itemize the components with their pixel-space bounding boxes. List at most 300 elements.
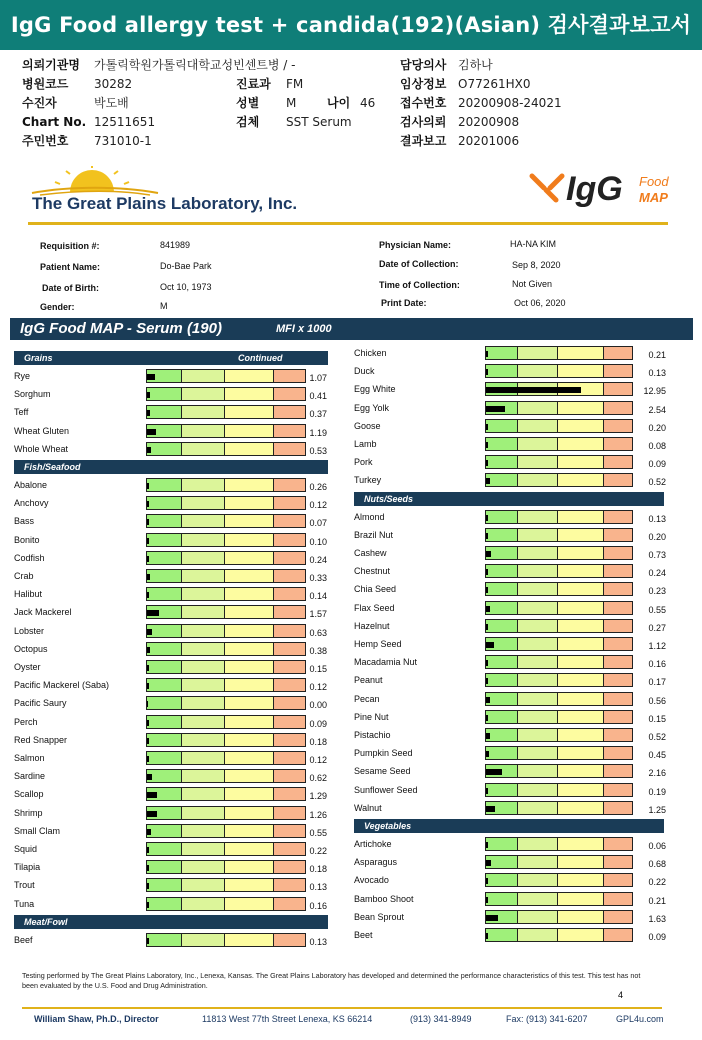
food-name: Artichoke (354, 839, 392, 849)
bar-zone (486, 420, 518, 432)
result-fill (147, 410, 150, 416)
food-value: 1.12 (648, 641, 666, 651)
sex-label: 성별 (236, 96, 260, 110)
bar-zone (518, 929, 558, 941)
food-name: Chicken (354, 348, 387, 358)
bar-zone (225, 370, 274, 382)
bar-zone (558, 620, 603, 632)
receipt-value: 20200908-24021 (458, 96, 562, 110)
food-name: Octopus (14, 643, 48, 654)
result-fill (486, 769, 502, 775)
bar-zone (182, 370, 225, 382)
department-row (236, 75, 376, 93)
food-row-egg-white (354, 382, 702, 400)
bar-zone (182, 934, 225, 946)
bar-zone (147, 934, 182, 946)
doctor-row (400, 56, 600, 74)
bar-zone (225, 388, 274, 400)
bar-zone (225, 861, 274, 873)
bar-zone (182, 898, 225, 910)
result-fill (147, 883, 149, 889)
web-text: GPL4u.com (616, 1014, 664, 1024)
specimen-label: 검체 (236, 115, 260, 129)
result-bar (485, 655, 633, 669)
food-name: Pork (354, 457, 373, 468)
result-bar (146, 369, 306, 383)
food-row-sesame-seed (354, 764, 702, 782)
bar-zone (225, 497, 274, 509)
bar-zone (486, 784, 518, 796)
food-name: Turkey (354, 475, 382, 486)
bar-zone (486, 874, 518, 886)
food-row-turkey (354, 473, 702, 491)
food-value: 0.56 (648, 695, 666, 706)
food-row-brazil-nut (354, 528, 702, 546)
director-name: William Shaw, Ph.D., Director (34, 1014, 159, 1024)
result-bar (146, 806, 306, 820)
bar-zone (147, 552, 182, 564)
bar-zone (558, 747, 603, 759)
food-row-crab (14, 569, 369, 587)
food-row-lamb (354, 437, 702, 455)
food-name: Goose (354, 420, 381, 431)
food-row-teff (14, 405, 369, 423)
food-row-trout (14, 878, 369, 896)
bar-zone (486, 347, 518, 359)
bar-zone (518, 729, 558, 741)
food-row-tuna (14, 897, 369, 915)
bar-zone (486, 565, 518, 577)
order-info (0, 50, 702, 160)
result-bar (485, 364, 633, 378)
food-value: 0.53 (309, 445, 327, 456)
result-bar (146, 696, 306, 710)
result-bar (485, 619, 633, 633)
food-name: Scallop (14, 789, 44, 800)
patient-value: 박도배 (94, 96, 129, 110)
result-bar (146, 933, 306, 947)
food-logo-text: Food (639, 174, 669, 189)
print-date-label: Print Date: (381, 298, 427, 308)
result-fill (147, 629, 152, 635)
food-value: 0.26 (309, 482, 327, 492)
result-fill (486, 351, 488, 357)
bar-zone (182, 752, 225, 764)
result-bar (485, 692, 633, 706)
food-name: Rye (14, 371, 31, 381)
result-bar (485, 873, 633, 887)
result-fill (486, 788, 488, 794)
food-row-codfish (14, 551, 369, 569)
food-value: 12.95 (643, 386, 666, 397)
bar-zone (558, 602, 603, 614)
hospital-code-label: 병원코드 (22, 77, 69, 91)
food-value: 0.20 (648, 531, 666, 542)
bar-zone (558, 911, 603, 923)
result-bar (146, 551, 306, 565)
result-fill (147, 483, 149, 489)
doctor-value: 김하나 (458, 58, 493, 72)
food-value: 0.37 (309, 409, 327, 420)
bar-zone (225, 679, 274, 691)
food-row-lobster (14, 624, 369, 642)
bar-zone (518, 674, 558, 686)
food-name: Sesame Seed (354, 766, 411, 777)
food-row-macadamia-nut (354, 655, 702, 673)
food-value: 0.33 (309, 573, 327, 583)
bar-zone (225, 770, 274, 782)
bar-zone (558, 765, 603, 777)
bar-zone (486, 474, 518, 486)
food-row-hemp-seed (354, 637, 702, 655)
result-fill (486, 642, 494, 648)
result-fill (147, 683, 149, 689)
food-name: Pacific Mackerel (Saba) (14, 680, 110, 691)
bar-zone (558, 565, 603, 577)
food-name: Sardine (14, 771, 46, 782)
food-value: 0.13 (648, 368, 666, 379)
result-fill (147, 447, 151, 453)
food-name: Salmon (14, 753, 45, 763)
clinical-row (400, 75, 600, 93)
bar-zone (486, 511, 518, 523)
patient-label: 수진자 (22, 96, 57, 110)
bar-zone (147, 716, 182, 728)
food-value: 0.68 (648, 859, 666, 870)
bar-zone (225, 752, 274, 764)
food-value: 0.55 (648, 604, 666, 615)
food-name: Oyster (14, 662, 41, 672)
food-name: Chestnut (354, 566, 391, 577)
food-value: 1.07 (309, 373, 327, 383)
food-row-oyster (14, 660, 369, 678)
bar-zone (225, 625, 274, 637)
bar-zone (147, 443, 182, 455)
result-bar (146, 642, 306, 656)
section-note: Continued (238, 353, 283, 363)
result-bar (146, 751, 306, 765)
bar-zone (558, 874, 603, 886)
result-bar (146, 569, 306, 583)
bar-zone (182, 716, 225, 728)
food-row-abalone (14, 478, 369, 496)
bar-zone (225, 697, 274, 709)
bar-zone (558, 638, 603, 650)
report-value: 20201006 (458, 134, 520, 148)
food-value: 0.13 (309, 936, 327, 947)
food-row-pecan (354, 692, 702, 710)
bar-zone (225, 898, 274, 910)
institution-value: 가톨릭학원가톨릭대학교성빈센트병 / - (94, 58, 296, 72)
result-bar (146, 405, 306, 419)
bar-zone (486, 529, 518, 541)
food-value: 0.18 (309, 864, 327, 875)
section-title: Nuts/Seeds (364, 493, 414, 504)
bar-zone (182, 807, 225, 819)
bar-zone (182, 697, 225, 709)
food-value: 0.24 (648, 568, 666, 579)
bar-zone (182, 625, 225, 637)
bar-zone (518, 565, 558, 577)
food-row-sorghum (14, 387, 369, 405)
result-bar (485, 746, 633, 760)
rrn-row (22, 132, 222, 150)
bar-zone (558, 456, 603, 468)
receipt-row (400, 94, 600, 112)
address-text: 11813 West 77th Street Lenexa, KS 66214 (202, 1014, 373, 1024)
result-fill (486, 860, 491, 866)
food-name: Chia Seed (354, 584, 397, 595)
result-bar (146, 587, 306, 601)
bar-zone (225, 425, 274, 437)
food-name: Almond (354, 511, 385, 522)
bar-zone (558, 674, 603, 686)
bar-zone (558, 784, 603, 796)
food-row-whole-wheat (14, 442, 369, 460)
bar-zone (518, 856, 558, 868)
lab-name: The Great Plains Laboratory, Inc. (32, 194, 298, 213)
result-bar (485, 892, 633, 906)
food-row-bonito (14, 533, 369, 551)
bar-zone (518, 420, 558, 432)
result-bar (485, 564, 633, 578)
result-bar (146, 424, 306, 438)
food-row-beet (354, 928, 702, 946)
bar-zone (147, 388, 182, 400)
page-number: 4 (618, 990, 624, 1000)
food-name: Cashew (354, 548, 387, 558)
bar-zone (225, 807, 274, 819)
food-value: 0.20 (648, 422, 666, 433)
bar-zone (225, 825, 274, 837)
result-fill (486, 406, 505, 412)
antibody-icon (528, 170, 568, 210)
food-name: Brazil Nut (354, 529, 394, 540)
result-fill (147, 538, 149, 544)
bar-zone (518, 711, 558, 723)
print-date-value: Oct 06, 2020 (514, 298, 566, 308)
food-name: Crab (14, 571, 34, 581)
collection-date-value: Sep 8, 2020 (512, 260, 561, 270)
bar-zone (558, 693, 603, 705)
food-name: Wheat Gluten (14, 425, 70, 436)
hospital-code-row (22, 75, 222, 93)
result-bar (146, 478, 306, 492)
bar-zone (486, 620, 518, 632)
result-bar (146, 860, 306, 874)
result-bar (485, 401, 633, 415)
food-name: Small Clam (14, 825, 61, 836)
food-name: Peanut (354, 675, 383, 686)
food-row-pine-nut (354, 710, 702, 728)
food-value: 0.52 (648, 732, 666, 742)
result-fill (147, 902, 149, 908)
food-row-peanut (354, 673, 702, 691)
food-name: Trout (14, 880, 35, 891)
bar-zone (182, 879, 225, 891)
dob-value: Oct 10, 1973 (160, 282, 212, 292)
result-bar (146, 496, 306, 510)
bar-zone (182, 406, 225, 418)
food-name: Anchovy (14, 498, 49, 509)
patient-name-label: Patient Name: (40, 262, 101, 272)
result-fill (486, 460, 488, 466)
section-header-grains (14, 351, 328, 365)
food-name: Hemp Seed (354, 639, 402, 649)
food-value: 0.12 (309, 682, 327, 693)
food-name: Tuna (14, 898, 35, 909)
bar-zone (486, 893, 518, 905)
food-value: 2.54 (648, 404, 666, 415)
bar-zone (182, 606, 225, 618)
section-header-nuts-seeds (354, 492, 664, 506)
bar-zone (558, 347, 603, 359)
food-row-tilapia (14, 860, 369, 878)
result-bar (146, 533, 306, 547)
food-name: Pumpkin Seed (354, 748, 413, 759)
food-value: 0.06 (648, 841, 666, 851)
result-bar (146, 442, 306, 456)
specimen-value: SST Serum (286, 115, 352, 129)
bar-zone (518, 529, 558, 541)
result-fill (147, 374, 155, 380)
result-bar (146, 387, 306, 401)
bar-zone (558, 547, 603, 559)
bar-zone (518, 893, 558, 905)
bar-zone (147, 825, 182, 837)
food-value: 0.22 (648, 877, 666, 888)
bar-zone (182, 825, 225, 837)
bar-zone (558, 729, 603, 741)
result-fill (147, 738, 149, 744)
bar-zone (225, 570, 274, 582)
result-fill (486, 533, 488, 539)
result-fill (486, 587, 488, 593)
food-row-jack-mackerel (14, 605, 369, 623)
dob-label: Date of Birth: (42, 283, 99, 293)
bar-zone (225, 552, 274, 564)
bar-zone (147, 534, 182, 546)
result-bar (485, 582, 633, 596)
result-fill (486, 660, 488, 666)
food-value: 1.25 (648, 804, 666, 815)
bar-zone (225, 406, 274, 418)
section-header-fish-seafood (14, 460, 328, 474)
patient-row (22, 94, 222, 112)
bar-zone (486, 711, 518, 723)
food-name: Beet (354, 930, 373, 940)
food-name: Lamb (354, 439, 377, 449)
food-value: 0.08 (648, 441, 666, 451)
fax-text: Fax: (913) 341-6207 (506, 1014, 588, 1024)
food-value: 0.07 (309, 518, 327, 529)
result-fill (486, 733, 490, 739)
bar-zone (147, 497, 182, 509)
food-value: 0.23 (648, 586, 666, 597)
bar-zone (558, 529, 603, 541)
result-bar (485, 382, 633, 396)
food-row-red-snapper (14, 733, 369, 751)
bar-zone (558, 711, 603, 723)
food-row-goose (354, 419, 702, 437)
bar-zone (558, 929, 603, 941)
food-row-octopus (14, 642, 369, 660)
result-bar (485, 546, 633, 560)
food-value: 0.16 (648, 659, 666, 670)
bar-zone (182, 425, 225, 437)
result-fill (147, 701, 148, 707)
result-bar (485, 437, 633, 451)
department-label: 진료과 (236, 77, 271, 91)
bar-zone (486, 656, 518, 668)
bar-zone (182, 770, 225, 782)
result-bar (146, 514, 306, 528)
food-row-anchovy (14, 496, 369, 514)
food-name: Macadamia Nut (354, 657, 418, 668)
bar-zone (518, 802, 558, 814)
result-fill (486, 478, 490, 484)
food-value: 0.13 (648, 513, 666, 524)
bar-zone (225, 534, 274, 546)
bar-zone (147, 661, 182, 673)
food-row-pistachio (354, 728, 702, 746)
food-value: 0.15 (309, 664, 327, 674)
requisition-label: Requisition #: (40, 241, 100, 251)
food-name: Red Snapper (14, 734, 68, 745)
bar-zone (182, 588, 225, 600)
bar-zone (486, 747, 518, 759)
food-row-pumpkin-seed (354, 746, 702, 764)
food-row-sunflower-seed (354, 783, 702, 801)
food-row-bamboo-shoot (354, 892, 702, 910)
bar-zone (225, 606, 274, 618)
bar-zone (225, 661, 274, 673)
result-fill (486, 933, 488, 939)
physician-label: Physician Name: (379, 240, 452, 250)
bar-zone (147, 570, 182, 582)
result-fill (486, 842, 488, 848)
food-value: 1.29 (309, 791, 327, 802)
food-value: 0.09 (648, 459, 666, 470)
section-title: Meat/Fowl (24, 916, 68, 927)
result-fill (486, 515, 488, 521)
bar-zone (518, 456, 558, 468)
bar-zone (558, 402, 603, 414)
igg-food-map-logo (526, 168, 676, 220)
food-row-egg-yolk (354, 401, 702, 419)
bar-zone (486, 583, 518, 595)
age-value: 46 (360, 96, 376, 110)
report-label: 결과보고 (400, 134, 447, 148)
food-value: 0.19 (648, 786, 666, 797)
food-row-pacific-mackerel-saba (14, 678, 369, 696)
bar-zone (182, 552, 225, 564)
result-bar (485, 764, 633, 778)
food-name: Pine Nut (354, 711, 389, 722)
result-bar (485, 419, 633, 433)
food-name: Bamboo Shoot (354, 893, 414, 904)
bar-zone (518, 693, 558, 705)
age-label: 나이 (327, 96, 351, 110)
bar-zone (147, 679, 182, 691)
chart-label: Chart No. (22, 115, 87, 129)
food-name: Tilapia (14, 862, 41, 873)
result-bar (146, 678, 306, 692)
food-row-squid (14, 842, 369, 860)
food-name: Pecan (354, 693, 380, 704)
clinical-label: 임상정보 (400, 77, 447, 91)
food-value: 0.12 (309, 500, 327, 511)
